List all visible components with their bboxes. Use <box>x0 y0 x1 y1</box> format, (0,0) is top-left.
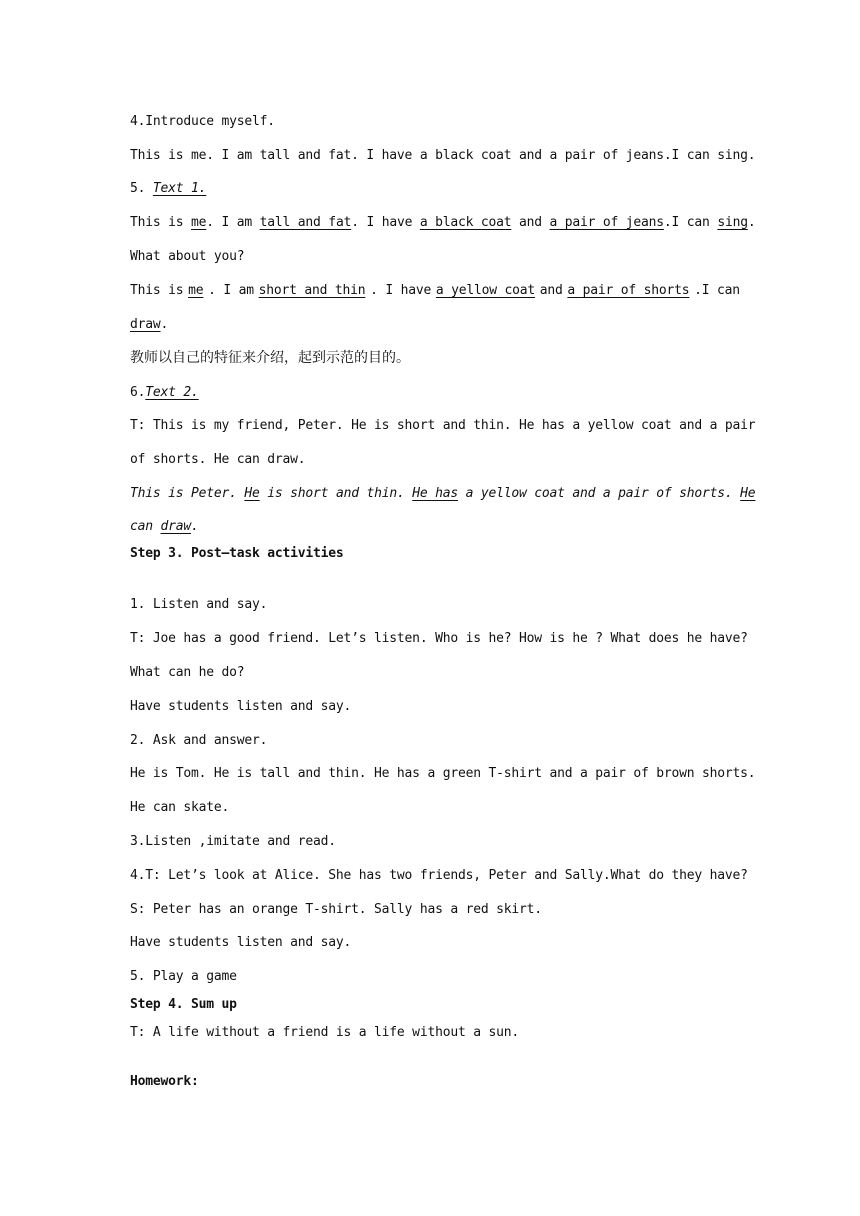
text-run: . I am <box>206 215 260 230</box>
line-what-about-you: What about you? <box>130 249 245 264</box>
teacher-dialogue: T: This is my friend, Peter. He is short and thin. He has a yellow coat and a pair <box>130 418 756 433</box>
text-2-sentence <box>130 486 756 502</box>
text-1-title: Text 1. <box>152 181 207 196</box>
line-sum-up: T: A life without a friend is a life without a sun. <box>130 1025 519 1040</box>
heading-text-1 <box>130 181 740 197</box>
line-tom-skate: He can skate. <box>130 800 230 815</box>
text-run: . I am <box>208 283 254 298</box>
heading-text-2 <box>130 385 740 401</box>
teacher-question-end: What can he do? <box>130 665 245 680</box>
blank-word: a black coat <box>419 215 512 230</box>
blank-word: me <box>188 283 204 298</box>
item-number: 6. <box>130 385 146 400</box>
text-run: This is <box>130 215 192 230</box>
line-student-answer: S: Peter has an orange T-shirt. Sally has a red skirt. <box>130 902 542 917</box>
blank-word: He <box>244 486 260 501</box>
text-run: a yellow coat and a pair of shorts. <box>457 486 741 501</box>
student-sentence-end <box>130 317 740 333</box>
student-sentence <box>130 283 740 299</box>
line-listen-and-say: 1. Listen and say. <box>130 597 268 612</box>
teacher-question: T: Joe has a good friend. Let’s listen. Who is he? How is he ? What does he have? <box>130 631 748 646</box>
line-listen-imitate: 3.Listen ,imitate and read. <box>130 834 336 849</box>
blank-word: draw <box>130 317 161 332</box>
line-tom-description: He is Tom. He is tall and thin. He has a green T-shirt and a pair of brown shorts. <box>130 766 756 781</box>
step-3-heading: Step 3. Post—task activities <box>130 546 344 561</box>
line-introduce-myself: 4.Introduce myself. <box>130 114 275 129</box>
text-run: is short and thin. <box>259 486 413 501</box>
text-run: and <box>511 215 550 230</box>
blank-word: tall and fat <box>259 215 352 230</box>
text-run: .I can <box>694 283 740 298</box>
line-ask-and-answer: 2. Ask and answer. <box>130 733 268 748</box>
line-have-students-2: Have students listen and say. <box>130 935 352 950</box>
line-self-description: This is me. I am tall and fat. I have a black coat and a pair of jeans.I can sing. <box>130 148 756 163</box>
text-run: and <box>539 283 563 298</box>
text-run: .I can <box>663 215 718 230</box>
text-run: can <box>130 519 161 534</box>
homework-heading: Homework: <box>130 1074 199 1089</box>
blank-word: a yellow coat <box>435 283 536 298</box>
line-play-game: 5. Play a game <box>130 969 237 984</box>
blank-word: a pair of jeans <box>549 215 664 230</box>
item-number: 5. <box>130 181 146 196</box>
text-run: . <box>747 215 756 230</box>
step-4-heading: Step 4. Sum up <box>130 997 237 1012</box>
blank-word: me <box>191 215 207 230</box>
blank-word: sing <box>717 215 748 230</box>
text-run: . I have <box>351 215 420 230</box>
text-2-title: Text 2. <box>145 385 199 400</box>
text-run: This is Peter. <box>130 486 245 501</box>
teacher-dialogue-end: of shorts. He can draw. <box>130 452 306 467</box>
text-2-sentence-end <box>130 519 740 535</box>
line-have-students: Have students listen and say. <box>130 699 352 714</box>
teacher-note: 教师以自己的特征来介绍，起到示范的目的。 <box>130 350 410 366</box>
blank-word: He has <box>412 486 458 501</box>
text-run: . <box>160 317 169 332</box>
blank-word: a pair of shorts <box>567 283 690 298</box>
text-1-sentence <box>130 215 756 231</box>
blank-word: He <box>740 486 756 501</box>
text-run: . <box>191 519 199 534</box>
blank-word: short and thin <box>258 283 366 298</box>
text-run: This is <box>130 283 184 298</box>
blank-word: draw <box>160 519 192 534</box>
text-run: . I have <box>370 283 432 298</box>
line-alice-question: 4.T: Let’s look at Alice. She has two friends, Peter and Sally.What do they have? <box>130 868 748 883</box>
